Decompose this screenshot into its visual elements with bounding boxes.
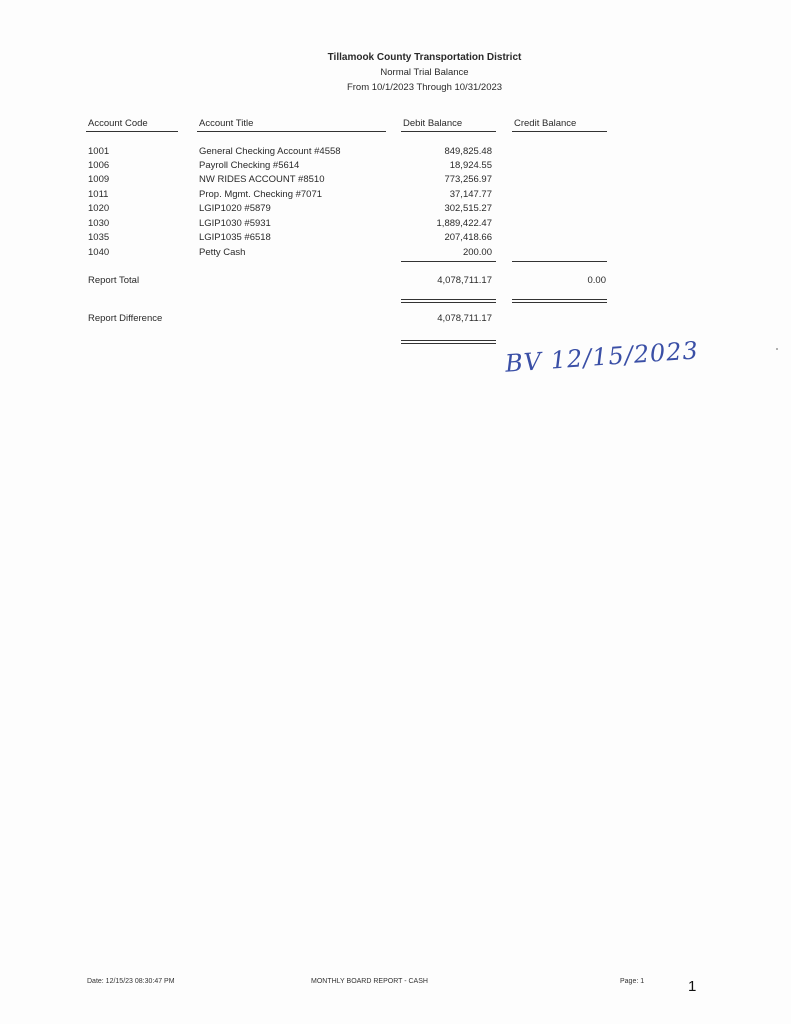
table-row (0, 218, 791, 232)
col-underline-code (86, 131, 178, 132)
col-header-account-code: Account Code (88, 118, 148, 129)
account-code: 1006 (88, 160, 110, 171)
account-code: 1040 (88, 247, 110, 258)
table-row (0, 203, 791, 217)
col-header-account-title: Account Title (199, 118, 254, 129)
account-code: 1011 (88, 189, 109, 200)
table-row (0, 146, 791, 160)
credit-total-double-line-top (512, 299, 607, 300)
scan-speck (776, 348, 778, 350)
report-total-credit: 0.00 (587, 275, 606, 286)
account-code: 1020 (88, 203, 110, 214)
report-period: From 10/1/2023 Through 10/31/2023 (346, 82, 503, 93)
account-title: LGIP1020 #5879 (199, 203, 271, 214)
debit-total-double-line-top (401, 299, 496, 300)
report-total-debit: 4,078,711.17 (437, 275, 492, 286)
col-underline-title (197, 131, 386, 132)
debit-subtotal-line (401, 261, 496, 262)
account-code: 1001 (88, 146, 110, 157)
debit-balance: 18,924.55 (449, 160, 492, 171)
difference-double-line-bottom (401, 343, 496, 344)
credit-total-double-line-bottom (512, 302, 607, 303)
report-total-label: Report Total (88, 275, 140, 286)
debit-balance: 37,147.77 (449, 189, 492, 200)
table-row (0, 189, 791, 203)
debit-total-double-line-bottom (401, 302, 496, 303)
debit-balance: 207,418.66 (444, 232, 492, 243)
account-code: 1030 (88, 218, 110, 229)
table-row (0, 247, 791, 261)
handwritten-initials-date: BV 12/15/2023 (504, 336, 700, 378)
col-underline-debit (401, 131, 496, 132)
debit-balance: 773,256.97 (444, 174, 492, 185)
difference-double-line-top (401, 340, 496, 341)
col-header-debit: Debit Balance (403, 118, 463, 129)
report-difference-debit: 4,078,711.17 (437, 313, 492, 324)
account-code: 1009 (88, 174, 110, 185)
account-title: LGIP1035 #6518 (199, 232, 271, 243)
footer-report-name: MONTHLY BOARD REPORT - CASH (311, 978, 428, 985)
account-title: NW RIDES ACCOUNT #8510 (199, 174, 325, 185)
page-number: 1 (688, 978, 697, 995)
report-difference-row (0, 313, 791, 327)
debit-balance: 849,825.48 (444, 146, 492, 157)
debit-balance: 200.00 (462, 247, 492, 258)
debit-balance: 1,889,422.47 (436, 218, 492, 229)
footer-date: Date: 12/15/23 08:30:47 PM (87, 978, 175, 985)
account-title: Petty Cash (199, 247, 246, 258)
credit-subtotal-line (512, 261, 607, 262)
table-row (0, 232, 791, 246)
table-row (0, 174, 791, 188)
organization-title: Tillamook County Transportation District (327, 52, 522, 63)
account-title: LGIP1030 #5931 (199, 218, 271, 229)
account-title: Payroll Checking #5614 (199, 160, 300, 171)
account-title: General Checking Account #4558 (199, 146, 341, 157)
col-header-credit: Credit Balance (514, 118, 577, 129)
footer-page-label: Page: 1 (620, 978, 645, 985)
debit-balance: 302,515.27 (444, 203, 492, 214)
report-difference-label: Report Difference (88, 313, 163, 324)
account-code: 1035 (88, 232, 110, 243)
report-total-row (0, 275, 791, 289)
report-name: Normal Trial Balance (380, 67, 469, 78)
col-underline-credit (512, 131, 607, 132)
table-row (0, 160, 791, 174)
account-title: Prop. Mgmt. Checking #7071 (199, 189, 323, 200)
